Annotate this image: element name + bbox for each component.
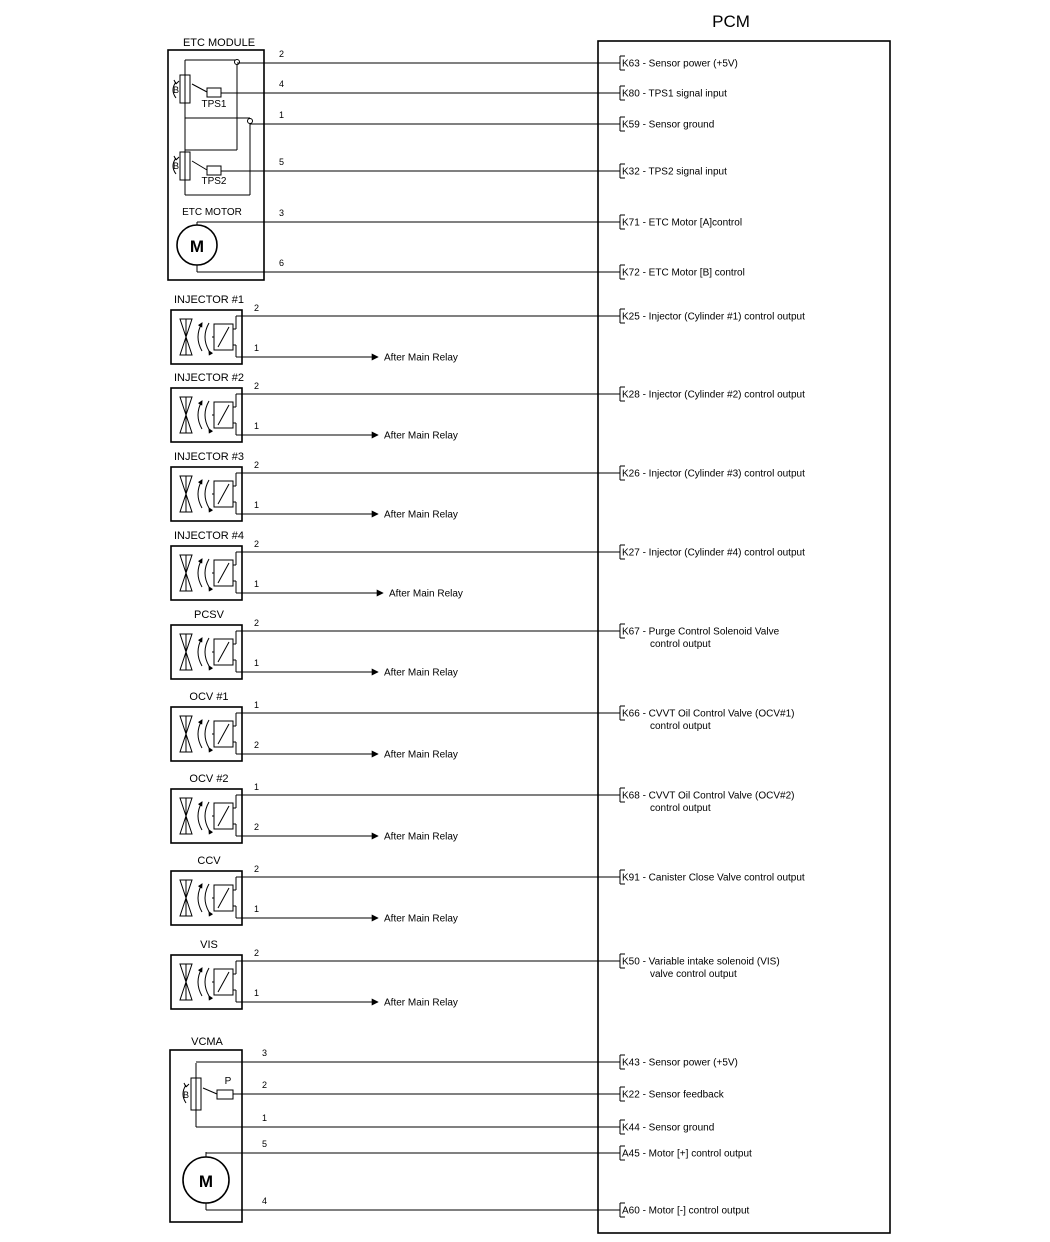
vcma-terminal-k43-text: K43 - Sensor power (+5V) (622, 1057, 738, 1069)
injector-2-pin-pcm: 2 (254, 381, 260, 391)
vcma-wire-k43 (196, 1048, 738, 1069)
valve-ocv-2 (171, 773, 794, 843)
etc-wire-k63 (237, 49, 738, 70)
etc-pin-number: 2 (279, 49, 285, 59)
ccv-title: CCV (197, 855, 221, 867)
vcma-terminal-k44-text: K44 - Sensor ground (622, 1122, 715, 1134)
etc-pin-number: 5 (279, 157, 285, 167)
valve-injector-1 (171, 294, 805, 364)
tps2-label: TPS2 (201, 176, 227, 187)
vcma-sensor-label: P (224, 1076, 232, 1087)
tps1-label: TPS1 (201, 99, 227, 110)
ocv-2-terminal-text: K68 - CVVT Oil Control Valve (OCV#2) (622, 790, 795, 802)
ccv-pin-pcm: 2 (254, 864, 260, 874)
valve-injector-4 (171, 530, 805, 600)
injector-2-solenoid-valve-icon (180, 397, 233, 433)
ocv-1-title: OCV #1 (189, 691, 229, 703)
etc-pin-number: 4 (279, 79, 285, 89)
valve-pcsv (171, 609, 780, 679)
injector-3-terminal-text: K26 - Injector (Cylinder #3) control output (622, 468, 805, 480)
injector-4-pin-relay: 1 (254, 579, 260, 589)
ccv-solenoid-valve-icon (180, 880, 233, 916)
etc-wire-k59 (250, 110, 714, 131)
svg-text:B: B (172, 161, 180, 171)
ocv-1-pin-relay: 2 (254, 740, 260, 750)
vcma-pin-number: 3 (262, 1048, 268, 1058)
ocv-2-relay-label: After Main Relay (384, 831, 458, 843)
etc-wire-k32 (238, 157, 727, 178)
pcm-title: PCM (712, 12, 750, 31)
etc-module (168, 37, 264, 280)
pcsv-terminal-text-line2: control output (650, 639, 711, 650)
etc-motor-symbol: M (189, 237, 205, 256)
injector-1-pin-pcm: 2 (254, 303, 260, 313)
injector-4-pin-pcm: 2 (254, 539, 260, 549)
valve-injector-2 (171, 372, 805, 442)
vcma-pin-number: 1 (262, 1113, 268, 1123)
valve-components (171, 294, 805, 1009)
etc-wires (197, 49, 745, 279)
injector-3-pin-pcm: 2 (254, 460, 260, 470)
ocv-2-solenoid-valve-icon (180, 798, 233, 834)
ocv-1-solenoid-valve-icon (180, 716, 233, 752)
etc-motor-label: ETC MOTOR (182, 207, 242, 218)
injector-4-relay-label: After Main Relay (389, 588, 463, 600)
vis-solenoid-valve-icon (180, 964, 233, 1000)
vcma-wire-k44 (196, 1113, 714, 1134)
injector-1-solenoid-valve-icon (180, 319, 233, 355)
vcma-terminal-k22-text: K22 - Sensor feedback (622, 1089, 724, 1101)
valve-ccv (171, 855, 805, 925)
injector-1-title: INJECTOR #1 (173, 294, 245, 306)
pcsv-relay-label: After Main Relay (384, 667, 458, 679)
injector-4-solenoid-valve-icon (180, 555, 233, 591)
vcma-wires (196, 1048, 752, 1217)
ocv-2-title: OCV #2 (189, 773, 229, 785)
etc-wire-k72 (197, 258, 745, 279)
vcma-terminal-a45-text: A45 - Motor [+] control output (622, 1148, 752, 1160)
ocv-2-pin-pcm: 1 (254, 782, 260, 792)
ccv-pin-relay: 1 (254, 904, 260, 914)
vcma-wire-a60 (206, 1196, 750, 1217)
ocv-2-pin-relay: 2 (254, 822, 260, 832)
vis-title: VIS (200, 939, 218, 951)
vcma-wire-a45 (206, 1139, 752, 1160)
vcma-terminal-a60-text: A60 - Motor [-] control output (622, 1205, 750, 1217)
etc-terminal-k71-text: K71 - ETC Motor [A]control (622, 217, 743, 229)
vis-pin-relay: 1 (254, 988, 260, 998)
etc-pin-number: 6 (279, 258, 285, 268)
vcma-motor-symbol: M (198, 1172, 214, 1191)
vcma-pin-number: 4 (262, 1196, 268, 1206)
pcsv-terminal-text: K67 - Purge Control Solenoid Valve (622, 626, 780, 638)
vcma-sensor-icon (183, 1063, 233, 1126)
pcsv-solenoid-valve-icon (180, 634, 233, 670)
injector-1-relay-label: After Main Relay (384, 352, 458, 364)
injector-3-pin-relay: 1 (254, 500, 260, 510)
injector-3-title: INJECTOR #3 (173, 451, 245, 463)
ccv-terminal-text: K91 - Canister Close Valve control output (622, 872, 805, 884)
ocv-1-terminal-text: K66 - CVVT Oil Control Valve (OCV#1) (622, 708, 795, 720)
injector-2-terminal-text: K28 - Injector (Cylinder #2) control output (622, 389, 805, 401)
vis-terminal-text: K50 - Variable intake solenoid (VIS) (622, 956, 780, 968)
injector-3-solenoid-valve-icon (180, 476, 233, 512)
vis-terminal-text-line2: valve control output (650, 969, 737, 980)
ocv-1-relay-label: After Main Relay (384, 749, 458, 761)
ocv-1-terminal-text-line2: control output (650, 721, 711, 732)
ocv-2-terminal-text-line2: control output (650, 803, 711, 814)
injector-1-pin-relay: 1 (254, 343, 260, 353)
injector-3-relay-label: After Main Relay (384, 509, 458, 521)
vis-pin-pcm: 2 (254, 948, 260, 958)
ocv-1-pin-pcm: 1 (254, 700, 260, 710)
vcma-wire-k22 (233, 1080, 725, 1101)
etc-terminal-k32-text: K32 - TPS2 signal input (622, 166, 727, 178)
injector-4-terminal-text: K27 - Injector (Cylinder #4) control output (622, 547, 805, 559)
etc-wire-k71 (197, 208, 742, 229)
etc-terminal-k80-text: K80 - TPS1 signal input (622, 88, 727, 100)
pcsv-pin-relay: 1 (254, 658, 260, 668)
etc-terminal-k59-text: K59 - Sensor ground (622, 119, 715, 131)
vis-relay-label: After Main Relay (384, 997, 458, 1009)
vcma-module (170, 1036, 242, 1222)
vcma-pin-number: 2 (262, 1080, 268, 1090)
vcma-title: VCMA (191, 1036, 223, 1048)
injector-1-terminal-text: K25 - Injector (Cylinder #1) control output (622, 311, 805, 323)
etc-terminal-k63-text: K63 - Sensor power (+5V) (622, 58, 738, 70)
etc-pin-number: 3 (279, 208, 285, 218)
etc-module-title: ETC MODULE (182, 37, 256, 49)
injector-2-relay-label: After Main Relay (384, 430, 458, 442)
valve-injector-3 (171, 451, 805, 521)
svg-text:B: B (182, 1090, 190, 1100)
ccv-relay-label: After Main Relay (384, 913, 458, 925)
injector-2-title: INJECTOR #2 (173, 372, 245, 384)
etc-pin-number: 1 (279, 110, 285, 120)
etc-wire-k80 (238, 79, 727, 100)
svg-text:B: B (172, 85, 180, 95)
pcsv-pin-pcm: 2 (254, 618, 260, 628)
injector-2-pin-relay: 1 (254, 421, 260, 431)
injector-4-title: INJECTOR #4 (173, 530, 245, 542)
etc-terminal-k72-text: K72 - ETC Motor [B] control (622, 267, 745, 279)
vcma-pin-number: 5 (262, 1139, 268, 1149)
valve-ocv-1 (171, 691, 794, 761)
valve-vis (171, 939, 780, 1009)
pcsv-title: PCSV (194, 609, 224, 621)
